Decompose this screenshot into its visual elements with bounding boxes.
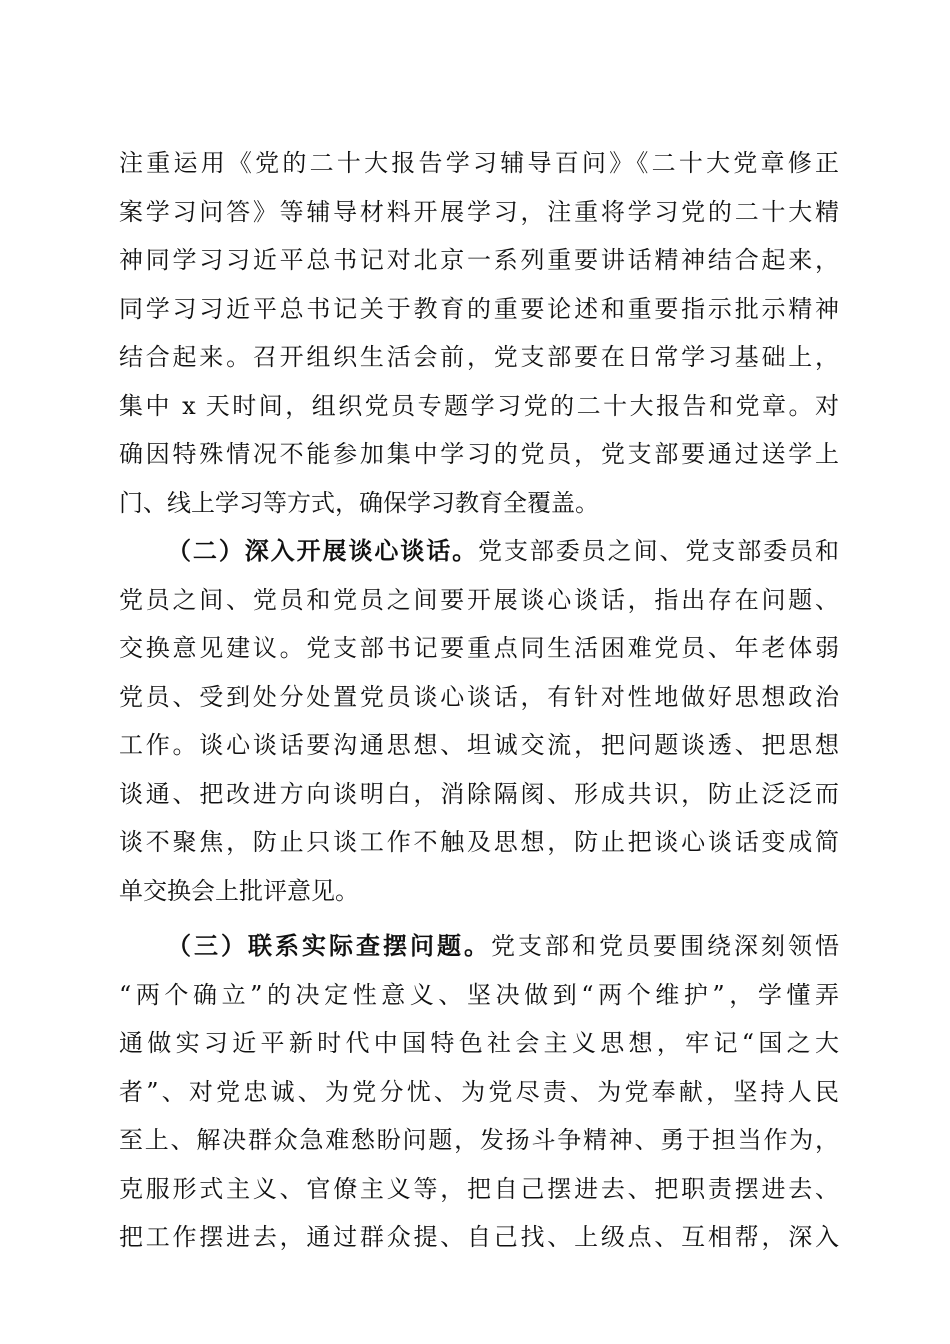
text-line: 谈通、把改进方向谈明白，消除隔阂、形成共识，防止泛泛而 xyxy=(119,779,839,808)
text-line: 把工作摆进去，通过群众提、自己找、上级点、互相帮，深入 xyxy=(119,1223,839,1251)
paragraph-first-line xyxy=(119,527,839,576)
text-line: 单交换会上批评意见。 xyxy=(119,876,359,905)
paragraph-study xyxy=(119,139,839,527)
text-line: 谈不聚焦，防止只谈工作不触及思想，防止把谈心谈话变成简 xyxy=(119,828,839,856)
paragraph-heart-to-heart-talks xyxy=(119,527,839,915)
text-line: 案学习问答》等辅导材料开展学习，注重将学习党的二十大精 xyxy=(119,197,839,226)
paragraph-find-problems xyxy=(119,922,839,1262)
text-line: 神同学习习近平总书记对北京一系列重要讲话精神结合起来， xyxy=(119,246,839,274)
text-line: 注重运用《党的二十大报告学习辅导百问》《二十大党章修正 xyxy=(119,149,839,177)
text-line: 党员、受到处分处置党员谈心谈话，有针对性地做好思想政治 xyxy=(119,682,839,711)
text-line: 交换意见建议。党支部书记要重点同生活困难党员、年老体弱 xyxy=(119,634,839,662)
document-body xyxy=(119,139,839,1262)
text-line: 同学习习近平总书记关于教育的重要论述和重要指示批示精神 xyxy=(119,294,839,323)
text-span: 党支部委员之间、党支部委员和 xyxy=(478,537,839,565)
section-heading-3: （三）联系实际查摆问题。 xyxy=(167,931,491,960)
text-line: 门、线上学习等方式，确保学习教育全覆盖。 xyxy=(119,488,599,517)
text-line: 党员之间、党员和党员之间要开展谈心谈话，指出存在问题、 xyxy=(119,585,839,614)
text-line: 者”、对党忠诚、为党分忧、为党尽责、为党奉献，坚持人民 xyxy=(119,1077,839,1106)
text-line: 工作。谈心谈话要沟通思想、坦诚交流，把问题谈透、把思想 xyxy=(119,731,839,759)
text-line: “两个确立”的决定性意义、坚决做到“两个维护”，学懂弄 xyxy=(119,980,839,1009)
section-heading-2: （二）深入开展谈心谈话。 xyxy=(167,536,479,565)
text-line: 确因特殊情况不能参加集中学习的党员，党支部要通过送学上 xyxy=(119,440,839,468)
paragraph-gap xyxy=(119,915,839,922)
text-line: 集中 x 天时间，组织党员专题学习党的二十大报告和党章。对 xyxy=(119,391,839,420)
text-line: 克服形式主义、官僚主义等，把自己摆进去、把职责摆进去、 xyxy=(119,1174,839,1203)
paragraph-first-line xyxy=(119,922,839,971)
text-line: 至上、解决群众急难愁盼问题，发扬斗争精神、勇于担当作为， xyxy=(119,1126,839,1154)
text-span: 党支部和党员要围绕深刻领悟 xyxy=(491,932,839,960)
text-line: 结合起来。召开组织生活会前，党支部要在日常学习基础上， xyxy=(119,343,839,371)
text-line: 通做实习近平新时代中国特色社会主义思想，牢记“国之大 xyxy=(119,1029,839,1057)
